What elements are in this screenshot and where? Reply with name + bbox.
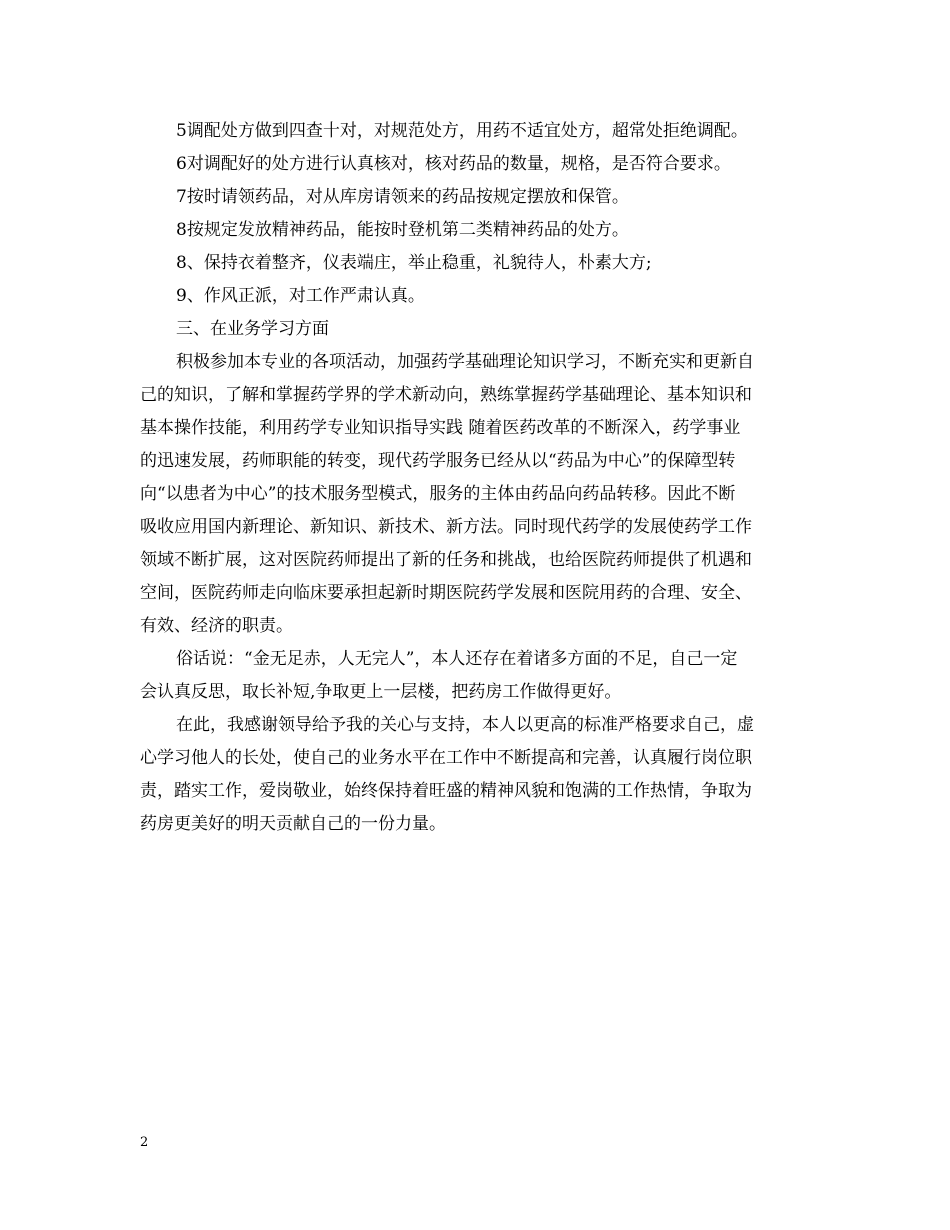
paragraph-line: 在此，我感谢领导给予我的关心与支持，本人以更高的标准严格要求自己，虚: [176, 715, 754, 735]
paragraph-line: 有效、经济的职责。: [140, 616, 293, 636]
list-item-6: 6对调配好的处方进行认真核对，核对药品的数量，规格，是否符合要求。: [176, 154, 731, 174]
paragraph-line: 领域不断扩展，这对医院药师提出了新的任务和挑战，也给医院药师提供了机遇和: [140, 550, 752, 570]
paragraph-line: 俗话说：“金无足赤，人无完人”，本人还存在着诸多方面的不足，自己一定: [176, 649, 738, 669]
paragraph-line: 向“以患者为中心”的技术服务型模式，服务的主体由药品向药品转移。因此不断: [140, 484, 736, 504]
list-item-7: 7按时请领药品，对从库房请领来的药品按规定摆放和保管。: [176, 187, 629, 207]
section-heading: 三、在业务学习方面: [176, 319, 329, 339]
paragraph-line: 药房更美好的明天贡献自己的一份力量。: [140, 814, 446, 834]
list-item-5: 5调配处方做到四查十对，对规范处方，用药不适宜处方，超常处拒绝调配。: [176, 121, 748, 141]
paragraph-line: 空间，医院药师走向临床要承担起新时期医院药学发展和医院用药的合理、安全、: [140, 583, 752, 603]
paragraph-line: 积极参加本专业的各项活动，加强药学基础理论知识学习，不断充实和更新自: [176, 352, 754, 372]
document-body: [140, 115, 812, 841]
paragraph-line: 心学习他人的长处，使自己的业务水平在工作中不断提高和完善，认真履行岗位职: [140, 748, 752, 768]
paragraph-line: 基本操作技能，利用药学专业知识指导实践 随着医药改革的不断深入，药学事业: [140, 418, 741, 438]
paragraph-line: 己的知识，了解和掌握药学界的学术新动向，熟练掌握药学基础理论、基本知识和: [140, 385, 752, 405]
list-item-8: 8按规定发放精神药品，能按时登机第二类精神药品的处方。: [176, 220, 629, 240]
page-number: 2: [140, 1135, 149, 1150]
paragraph-line: 吸收应用国内新理论、新知识、新技术、新方法。同时现代药学的发展使药学工作: [140, 517, 752, 537]
paragraph-line: 责，踏实工作，爱岗敬业，始终保持着旺盛的精神风貌和饱满的工作热情，争取为: [140, 781, 752, 801]
list-item-8b: 8、保持衣着整齐，仪表端庄，举止稳重，礼貌待人，朴素大方;: [176, 253, 652, 273]
paragraph-line: 的迅速发展，药师职能的转变，现代药学服务已经从以“药品为中心”的保障型转: [140, 451, 736, 471]
list-item-9: 9、作风正派，对工作严肃认真。: [176, 286, 425, 306]
paragraph-line: 会认真反思，取长补短,争取更上一层楼，把药房工作做得更好。: [140, 682, 622, 702]
